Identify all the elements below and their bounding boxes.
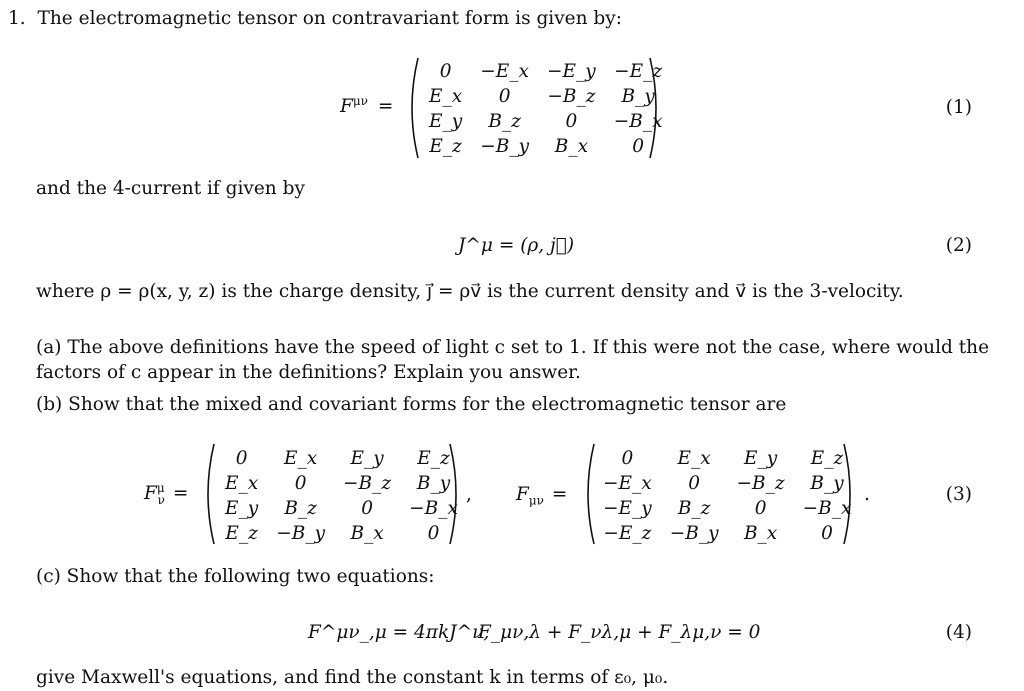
eq3-mixed-cell: −B_z: [343, 473, 392, 494]
eq3-mixed-cell: E_z: [225, 523, 258, 544]
eq3-mixed-sup: μ: [156, 481, 165, 495]
eq3-cov-cell: −E_x: [603, 473, 652, 494]
eq2-number: (2): [945, 235, 972, 256]
eq3-cov-right-paren: [842, 442, 858, 546]
eq1-cell: E_y: [429, 111, 463, 132]
eq1-cell: 0: [498, 86, 511, 107]
eq1-cell: −E_x: [480, 61, 529, 82]
eq3-mixed-sub: ν: [157, 492, 165, 507]
eq1-cell: 0: [632, 136, 645, 157]
eq3-mixed-cell: E_z: [417, 448, 450, 469]
eq1-right-paren: [648, 56, 664, 160]
eq3-mixed-cell: 0: [427, 523, 440, 544]
eq3-cov-cell: −E_z: [603, 523, 652, 544]
eq4-number: (4): [945, 622, 972, 643]
eq1-cell: −B_z: [547, 86, 596, 107]
eq3-cov-cell: 0: [621, 448, 634, 469]
eq3-mixed-cell: −B_x: [409, 498, 458, 519]
eq3-cov-cell: 0: [688, 473, 701, 494]
eq1-cell: E_z: [429, 136, 462, 157]
eq1-lhs-sup: μν: [352, 94, 368, 108]
eq3-mixed-cell: −B_y: [276, 523, 326, 544]
eq3-period: .: [864, 484, 870, 505]
eq1-cell: −E_y: [547, 61, 596, 82]
eq1-cell: 0: [565, 111, 578, 132]
eq4-right: F_μν,λ + F_νλ,μ + F_λμ,ν = 0: [478, 622, 761, 643]
eq1-matrix: [420, 59, 672, 159]
eq3-mixed-cell: E_y: [225, 498, 259, 519]
eq3-cov-cell: E_z: [810, 448, 844, 469]
eq1-cell: B_z: [488, 111, 521, 132]
eq3-cov-cell: E_x: [677, 448, 711, 469]
part-c: (c) Show that the following two equations:: [36, 566, 435, 587]
where-text: where ρ = ρ(x, y, z) is the charge density, j⃗ = ρv⃗ is the current density and v⃗ is the 3-velocity.: [36, 281, 904, 302]
eq1-cell: −B_y: [480, 136, 530, 157]
eq4-left: F^μν_,μ = 4πkJ^ν,: [308, 622, 490, 643]
eq3-mixed-cell: 0: [294, 473, 307, 494]
eq1-cell: −E_z: [614, 61, 663, 82]
eq3-cov-cell: 0: [754, 498, 767, 519]
part-b: (b) Show that the mixed and covariant forms for the electromagnetic tensor are: [36, 394, 787, 415]
eq3-cov-cell: −B_z: [736, 473, 785, 494]
eq1-cell: B_x: [554, 136, 589, 157]
eq3-mixed-cell: B_x: [350, 523, 384, 544]
eq1-lhs: $F^{\mu\nu}$ =: [340, 94, 394, 118]
part-a-line-1: (a) The above definitions have the speed of light c set to 1. If this were not the case, where would the: [36, 337, 990, 358]
eq1-cell: 0: [439, 61, 452, 82]
eq1-equals: =: [377, 96, 394, 118]
eq3-mixed-cell: 0: [235, 448, 248, 469]
eq1-number: (1): [945, 97, 972, 118]
eq3-comma: ,: [466, 484, 472, 505]
eq3-cov-matrix: [594, 446, 860, 546]
eq1-cell: −B_x: [613, 111, 663, 132]
problem-number: 1.: [8, 8, 26, 29]
eq3-cov-cell: 0: [821, 523, 833, 544]
eq2: J^μ = (ρ, j⃗): [458, 235, 575, 256]
problem-intro: The electromagnetic tensor on contravariant form is given by:: [37, 8, 622, 29]
eq3-mixed-lhs: $F^\mu_\nu$ =: [144, 481, 189, 507]
eq3-mixed-cell: E_y: [350, 448, 384, 469]
eq3-mixed-left-paren: [200, 442, 216, 546]
final-line: give Maxwell's equations, and find the constant k in terms of ε₀, μ₀.: [36, 667, 669, 688]
eq3-cov-cell: B_x: [743, 523, 778, 544]
eq3-mixed-cell: 0: [361, 498, 373, 519]
eq3-mixed-right-paren: [448, 442, 464, 546]
eq1-cell: B_y: [621, 86, 655, 107]
eq3-mixed-cell: E_x: [225, 473, 259, 494]
problem-heading: [8, 8, 622, 29]
current-intro: and the 4-current if given by: [36, 178, 305, 199]
eq3-cov-cell: B_z: [677, 498, 711, 519]
eq3-mixed-matrix: [216, 446, 467, 546]
eq3-number: (3): [945, 484, 972, 505]
eq3-cov-cell: E_y: [743, 448, 778, 469]
eq3-cov-cell: −B_x: [802, 498, 852, 519]
eq3-cov-cell: B_y: [810, 473, 844, 494]
part-a-line-2: factors of c appear in the definitions? Explain you answer.: [36, 362, 581, 383]
eq3-mixed-cell: B_y: [416, 473, 451, 494]
eq3-cov-cell: −B_y: [669, 523, 719, 544]
eq1-left-paren: [404, 56, 420, 160]
eq3-cov-lhs: $F_{\mu\nu}$ =: [516, 484, 568, 508]
eq3-mixed-cell: E_x: [284, 448, 318, 469]
eq3-cov-cell: −E_y: [603, 498, 652, 519]
eq3-cov-sub: μν: [528, 493, 544, 508]
eq3-mixed-cell: B_z: [284, 498, 317, 519]
eq1-cell: E_x: [429, 86, 463, 107]
